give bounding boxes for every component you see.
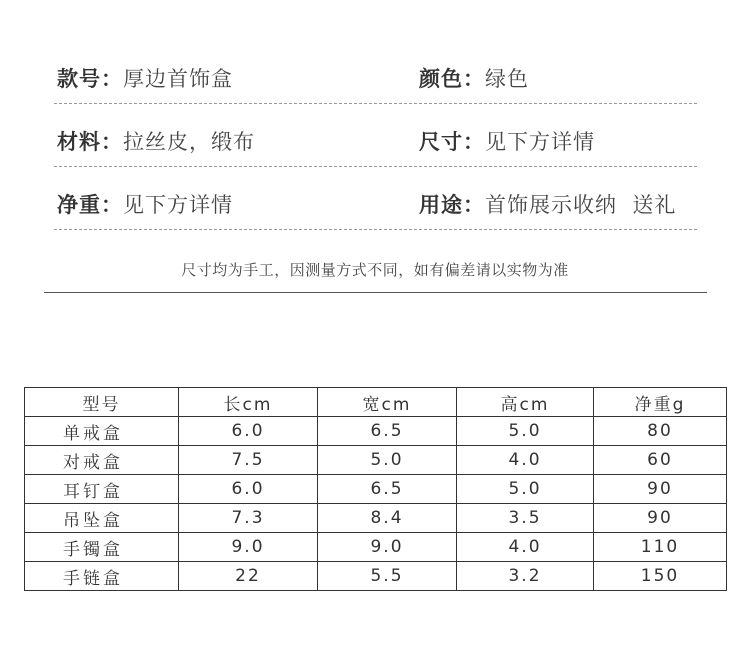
cell-height: 3.5	[457, 504, 594, 533]
cell-weight: 110	[594, 533, 727, 562]
spec-row-2	[57, 126, 697, 156]
dashed-divider	[54, 166, 697, 167]
cell-height: 3.2	[457, 562, 594, 591]
dashed-divider	[54, 103, 697, 104]
spec-value: 见下方详情	[485, 130, 595, 154]
cell-weight: 90	[594, 504, 727, 533]
cell-weight: 80	[594, 417, 727, 446]
spec-separator: ：	[463, 130, 485, 154]
spec-color	[419, 63, 529, 93]
column-header-model: 型号	[25, 388, 179, 417]
cell-weight: 90	[594, 475, 727, 504]
cell-weight: 60	[594, 446, 727, 475]
spec-key: 材料	[57, 130, 101, 154]
column-header-width: 宽cm	[318, 388, 457, 417]
cell-height: 5.0	[457, 475, 594, 504]
table-row	[25, 475, 727, 504]
cell-model: 对戒盒	[25, 446, 179, 475]
dashed-divider	[54, 229, 697, 230]
spec-style-number	[57, 63, 233, 93]
spec-size	[419, 126, 595, 156]
spec-key: 用途	[419, 193, 463, 217]
table-header-row	[25, 388, 727, 417]
spec-separator: ：	[101, 130, 123, 154]
cell-length: 6.0	[179, 417, 318, 446]
cell-model: 耳钉盒	[25, 475, 179, 504]
spec-key: 净重	[57, 193, 101, 217]
spec-key: 尺寸	[419, 130, 463, 154]
cell-model: 单戒盒	[25, 417, 179, 446]
table-row	[25, 504, 727, 533]
cell-width: 8.4	[318, 504, 457, 533]
table-row	[25, 562, 727, 591]
cell-model: 手镯盒	[25, 533, 179, 562]
cell-length: 6.0	[179, 475, 318, 504]
spec-key: 款号	[57, 67, 101, 91]
spec-row-1	[57, 63, 697, 93]
cell-width: 9.0	[318, 533, 457, 562]
cell-width: 5.0	[318, 446, 457, 475]
note-underline	[44, 292, 707, 293]
cell-length: 7.5	[179, 446, 318, 475]
cell-height: 4.0	[457, 446, 594, 475]
spec-separator: ：	[463, 193, 485, 217]
spec-separator: ：	[101, 67, 123, 91]
spec-value: 首饰展示收纳 送礼	[485, 193, 677, 217]
spec-value: 见下方详情	[123, 193, 233, 217]
spec-usage	[419, 189, 676, 219]
cell-model: 手链盒	[25, 562, 179, 591]
dimensions-table	[24, 387, 727, 591]
column-header-height: 高cm	[457, 388, 594, 417]
table-row	[25, 533, 727, 562]
table-row	[25, 417, 727, 446]
column-header-weight: 净重g	[594, 388, 727, 417]
table-row	[25, 446, 727, 475]
spec-key: 颜色	[419, 67, 463, 91]
spec-separator: ：	[101, 193, 123, 217]
spec-net-weight	[57, 189, 233, 219]
cell-width: 6.5	[318, 475, 457, 504]
cell-length: 22	[179, 562, 318, 591]
spec-row-3	[57, 189, 697, 219]
spec-value: 拉丝皮，缎布	[123, 130, 255, 154]
spec-value: 绿色	[485, 67, 529, 91]
column-header-length: 长cm	[179, 388, 318, 417]
cell-weight: 150	[594, 562, 727, 591]
cell-height: 4.0	[457, 533, 594, 562]
spec-separator: ：	[463, 67, 485, 91]
cell-model: 吊坠盒	[25, 504, 179, 533]
spec-value: 厚边首饰盒	[123, 67, 233, 91]
cell-height: 5.0	[457, 417, 594, 446]
cell-length: 9.0	[179, 533, 318, 562]
cell-length: 7.3	[179, 504, 318, 533]
cell-width: 6.5	[318, 417, 457, 446]
cell-width: 5.5	[318, 562, 457, 591]
measurement-note: 尺寸均为手工，因测量方式不同，如有偏差请以实物为准	[181, 261, 569, 279]
spec-material	[57, 126, 255, 156]
